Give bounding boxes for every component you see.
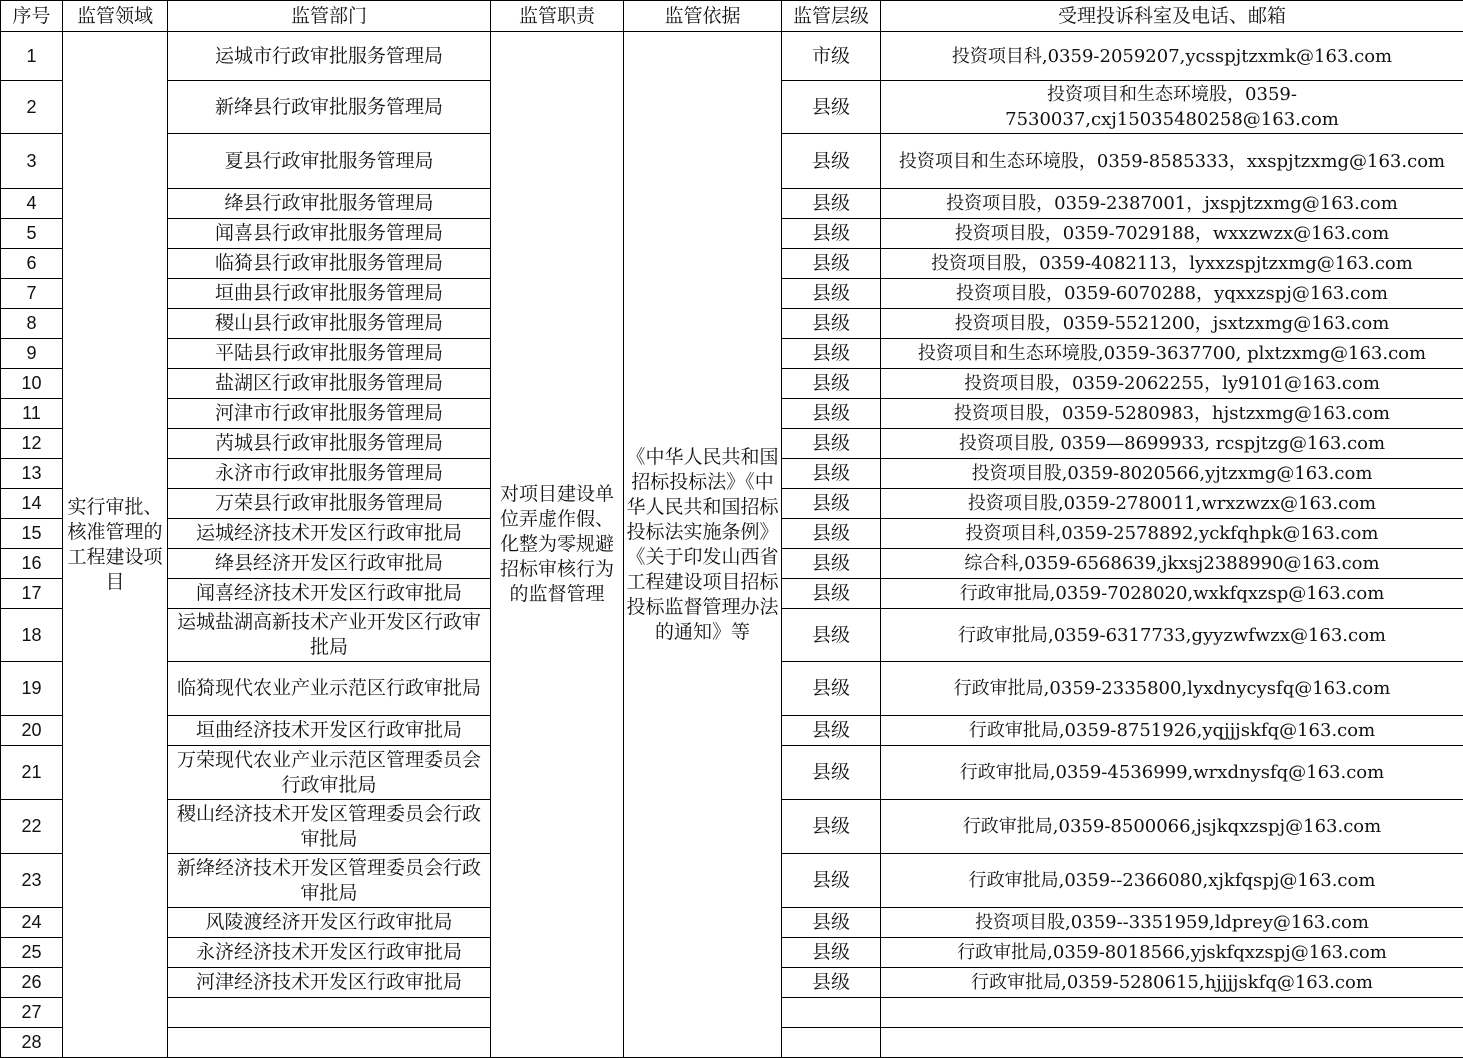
dept-cell: 绛县经济开发区行政审批局 [168,549,491,579]
level-cell: 县级 [782,429,881,459]
row-number: 14 [1,489,63,519]
dept-cell: 永济经济技术开发区行政审批局 [168,938,491,968]
dept-cell: 风陵渡经济开发区行政审批局 [168,908,491,938]
row-number: 1 [1,32,63,81]
contact-cell: 投资项目股,0359-2780011,wrxzwzx@163.com [881,489,1463,519]
level-cell: 县级 [782,716,881,746]
row-number: 25 [1,938,63,968]
dept-cell: 万荣现代农业产业示范区管理委员会行政审批局 [168,746,491,800]
row-number: 2 [1,81,63,134]
header-level: 监管层级 [782,1,881,32]
contact-cell: 行政审批局,0359-5280615,hjjjjskfq@163.com [881,968,1463,998]
dept-cell [168,1028,491,1058]
level-cell: 县级 [782,854,881,908]
dept-cell: 临猗现代农业产业示范区行政审批局 [168,662,491,716]
dept-cell: 稷山经济技术开发区管理委员会行政审批局 [168,800,491,854]
row-number: 7 [1,279,63,309]
contact-cell [881,998,1463,1028]
contact-cell: 行政审批局,0359-8500066,jsjkqxzspj@163.com [881,800,1463,854]
contact-cell: 综合科,0359-6568639,jkxsj2388990@163.com [881,549,1463,579]
row-number: 20 [1,716,63,746]
dept-cell: 临猗县行政审批服务管理局 [168,249,491,279]
contact-cell: 投资项目股,0359--3351959,ldprey@163.com [881,908,1463,938]
contact-cell: 投资项目股，0359-2062255，ly9101@163.com [881,369,1463,399]
header-field: 监管领域 [63,1,168,32]
row-number: 9 [1,339,63,369]
row-number: 26 [1,968,63,998]
contact-cell: 行政审批局,0359--2366080,xjkfqspj@163.com [881,854,1463,908]
contact-cell: 行政审批局,0359-7028020,wxkfqxzsp@163.com [881,579,1463,609]
level-cell: 县级 [782,459,881,489]
duty-cell: 对项目建设单位弄虚作假、化整为零规避招标审核行为的监督管理 [491,32,624,1058]
level-cell: 县级 [782,800,881,854]
level-cell: 县级 [782,938,881,968]
dept-cell: 芮城县行政审批服务管理局 [168,429,491,459]
dept-cell: 夏县行政审批服务管理局 [168,134,491,189]
field-cell: 实行审批、核准管理的工程建设项目 [63,32,168,1058]
contact-cell: 行政审批局,0359-2335800,lyxdnycysfq@163.com [881,662,1463,716]
dept-cell: 闻喜县行政审批服务管理局 [168,219,491,249]
basis-cell: 《中华人民共和国招标投标法》《中华人民共和国招标投标法实施条例》《关于印发山西省工程建设项目招标投标监督管理办法的通知》等 [624,32,782,1058]
level-cell: 县级 [782,134,881,189]
dept-cell: 运城盐湖高新技术产业开发区行政审批局 [168,609,491,662]
level-cell: 市级 [782,32,881,81]
level-cell: 县级 [782,279,881,309]
level-cell: 县级 [782,662,881,716]
level-cell [782,1028,881,1058]
row-number: 27 [1,998,63,1028]
dept-cell [168,998,491,1028]
contact-cell: 投资项目股，0359-6070288，yqxxzspj@163.com [881,279,1463,309]
row-number: 4 [1,189,63,219]
level-cell: 县级 [782,249,881,279]
level-cell: 县级 [782,81,881,134]
dept-cell: 运城市行政审批服务管理局 [168,32,491,81]
contact-cell: 行政审批局,0359-8018566,yjskfqxzspj@163.com [881,938,1463,968]
contact-cell: 投资项目科,0359-2578892,yckfqhpk@163.com [881,519,1463,549]
contact-cell: 投资项目和生态环境股，0359-7530037,cxj15035480258@163.com [881,81,1463,134]
contact-cell: 行政审批局,0359-8751926,yqjjjskfq@163.com [881,716,1463,746]
row-number: 22 [1,800,63,854]
row-number: 6 [1,249,63,279]
level-cell: 县级 [782,399,881,429]
level-cell: 县级 [782,908,881,938]
header-no: 序号 [1,1,63,32]
row-number: 21 [1,746,63,800]
dept-cell: 永济市行政审批服务管理局 [168,459,491,489]
contact-cell: 投资项目股, 0359—8699933, rcspjtzg@163.com [881,429,1463,459]
dept-cell: 运城经济技术开发区行政审批局 [168,519,491,549]
header-basis: 监管依据 [624,1,782,32]
level-cell: 县级 [782,968,881,998]
contact-cell: 投资项目股，0359-7029188，wxxzwzx@163.com [881,219,1463,249]
level-cell [782,998,881,1028]
row-number: 19 [1,662,63,716]
dept-cell: 河津市行政审批服务管理局 [168,399,491,429]
contact-cell: 投资项目和生态环境股,0359-3637700, plxtzxmg@163.com [881,339,1463,369]
row-number: 18 [1,609,63,662]
contact-cell: 投资项目股，0359-5280983，hjstzxmg@163.com [881,399,1463,429]
level-cell: 县级 [782,519,881,549]
header-contact: 受理投诉科室及电话、邮箱 [881,1,1463,32]
row-number: 16 [1,549,63,579]
contact-cell [881,1028,1463,1058]
contact-cell: 投资项目股，0359-5521200，jsxtzxmg@163.com [881,309,1463,339]
level-cell: 县级 [782,489,881,519]
row-number: 17 [1,579,63,609]
dept-cell: 河津经济技术开发区行政审批局 [168,968,491,998]
dept-cell: 闻喜经济技术开发区行政审批局 [168,579,491,609]
dept-cell: 稷山县行政审批服务管理局 [168,309,491,339]
table-row [1,32,1463,81]
contact-cell: 投资项目股，0359-4082113，lyxxzspjtzxmg@163.com [881,249,1463,279]
row-number: 28 [1,1028,63,1058]
level-cell: 县级 [782,549,881,579]
row-number: 24 [1,908,63,938]
dept-cell: 新绛县行政审批服务管理局 [168,81,491,134]
level-cell: 县级 [782,189,881,219]
row-number: 13 [1,459,63,489]
row-number: 11 [1,399,63,429]
dept-cell: 新绛经济技术开发区管理委员会行政审批局 [168,854,491,908]
dept-cell: 绛县行政审批服务管理局 [168,189,491,219]
row-number: 15 [1,519,63,549]
row-number: 10 [1,369,63,399]
header-dept: 监管部门 [168,1,491,32]
row-number: 8 [1,309,63,339]
header-duty: 监管职责 [491,1,624,32]
row-number: 12 [1,429,63,459]
level-cell: 县级 [782,309,881,339]
level-cell: 县级 [782,746,881,800]
level-cell: 县级 [782,219,881,249]
contact-cell: 投资项目科,0359-2059207,ycsspjtzxmk@163.com [881,32,1463,81]
contact-cell: 行政审批局,0359-6317733,gyyzwfwzx@163.com [881,609,1463,662]
level-cell: 县级 [782,369,881,399]
row-number: 3 [1,134,63,189]
contact-cell: 投资项目和生态环境股，0359-8585333，xxspjtzxmg@163.com [881,134,1463,189]
dept-cell: 万荣县行政审批服务管理局 [168,489,491,519]
contact-cell: 投资项目股,0359-8020566,yjtzxmg@163.com [881,459,1463,489]
row-number: 5 [1,219,63,249]
level-cell: 县级 [782,339,881,369]
dept-cell: 垣曲县行政审批服务管理局 [168,279,491,309]
header-row [1,1,1463,32]
level-cell: 县级 [782,609,881,662]
dept-cell: 垣曲经济技术开发区行政审批局 [168,716,491,746]
dept-cell: 盐湖区行政审批服务管理局 [168,369,491,399]
row-number: 23 [1,854,63,908]
level-cell: 县级 [782,579,881,609]
dept-cell: 平陆县行政审批服务管理局 [168,339,491,369]
contact-cell: 行政审批局,0359-4536999,wrxdnysfq@163.com [881,746,1463,800]
contact-cell: 投资项目股，0359-2387001，jxspjtzxmg@163.com [881,189,1463,219]
